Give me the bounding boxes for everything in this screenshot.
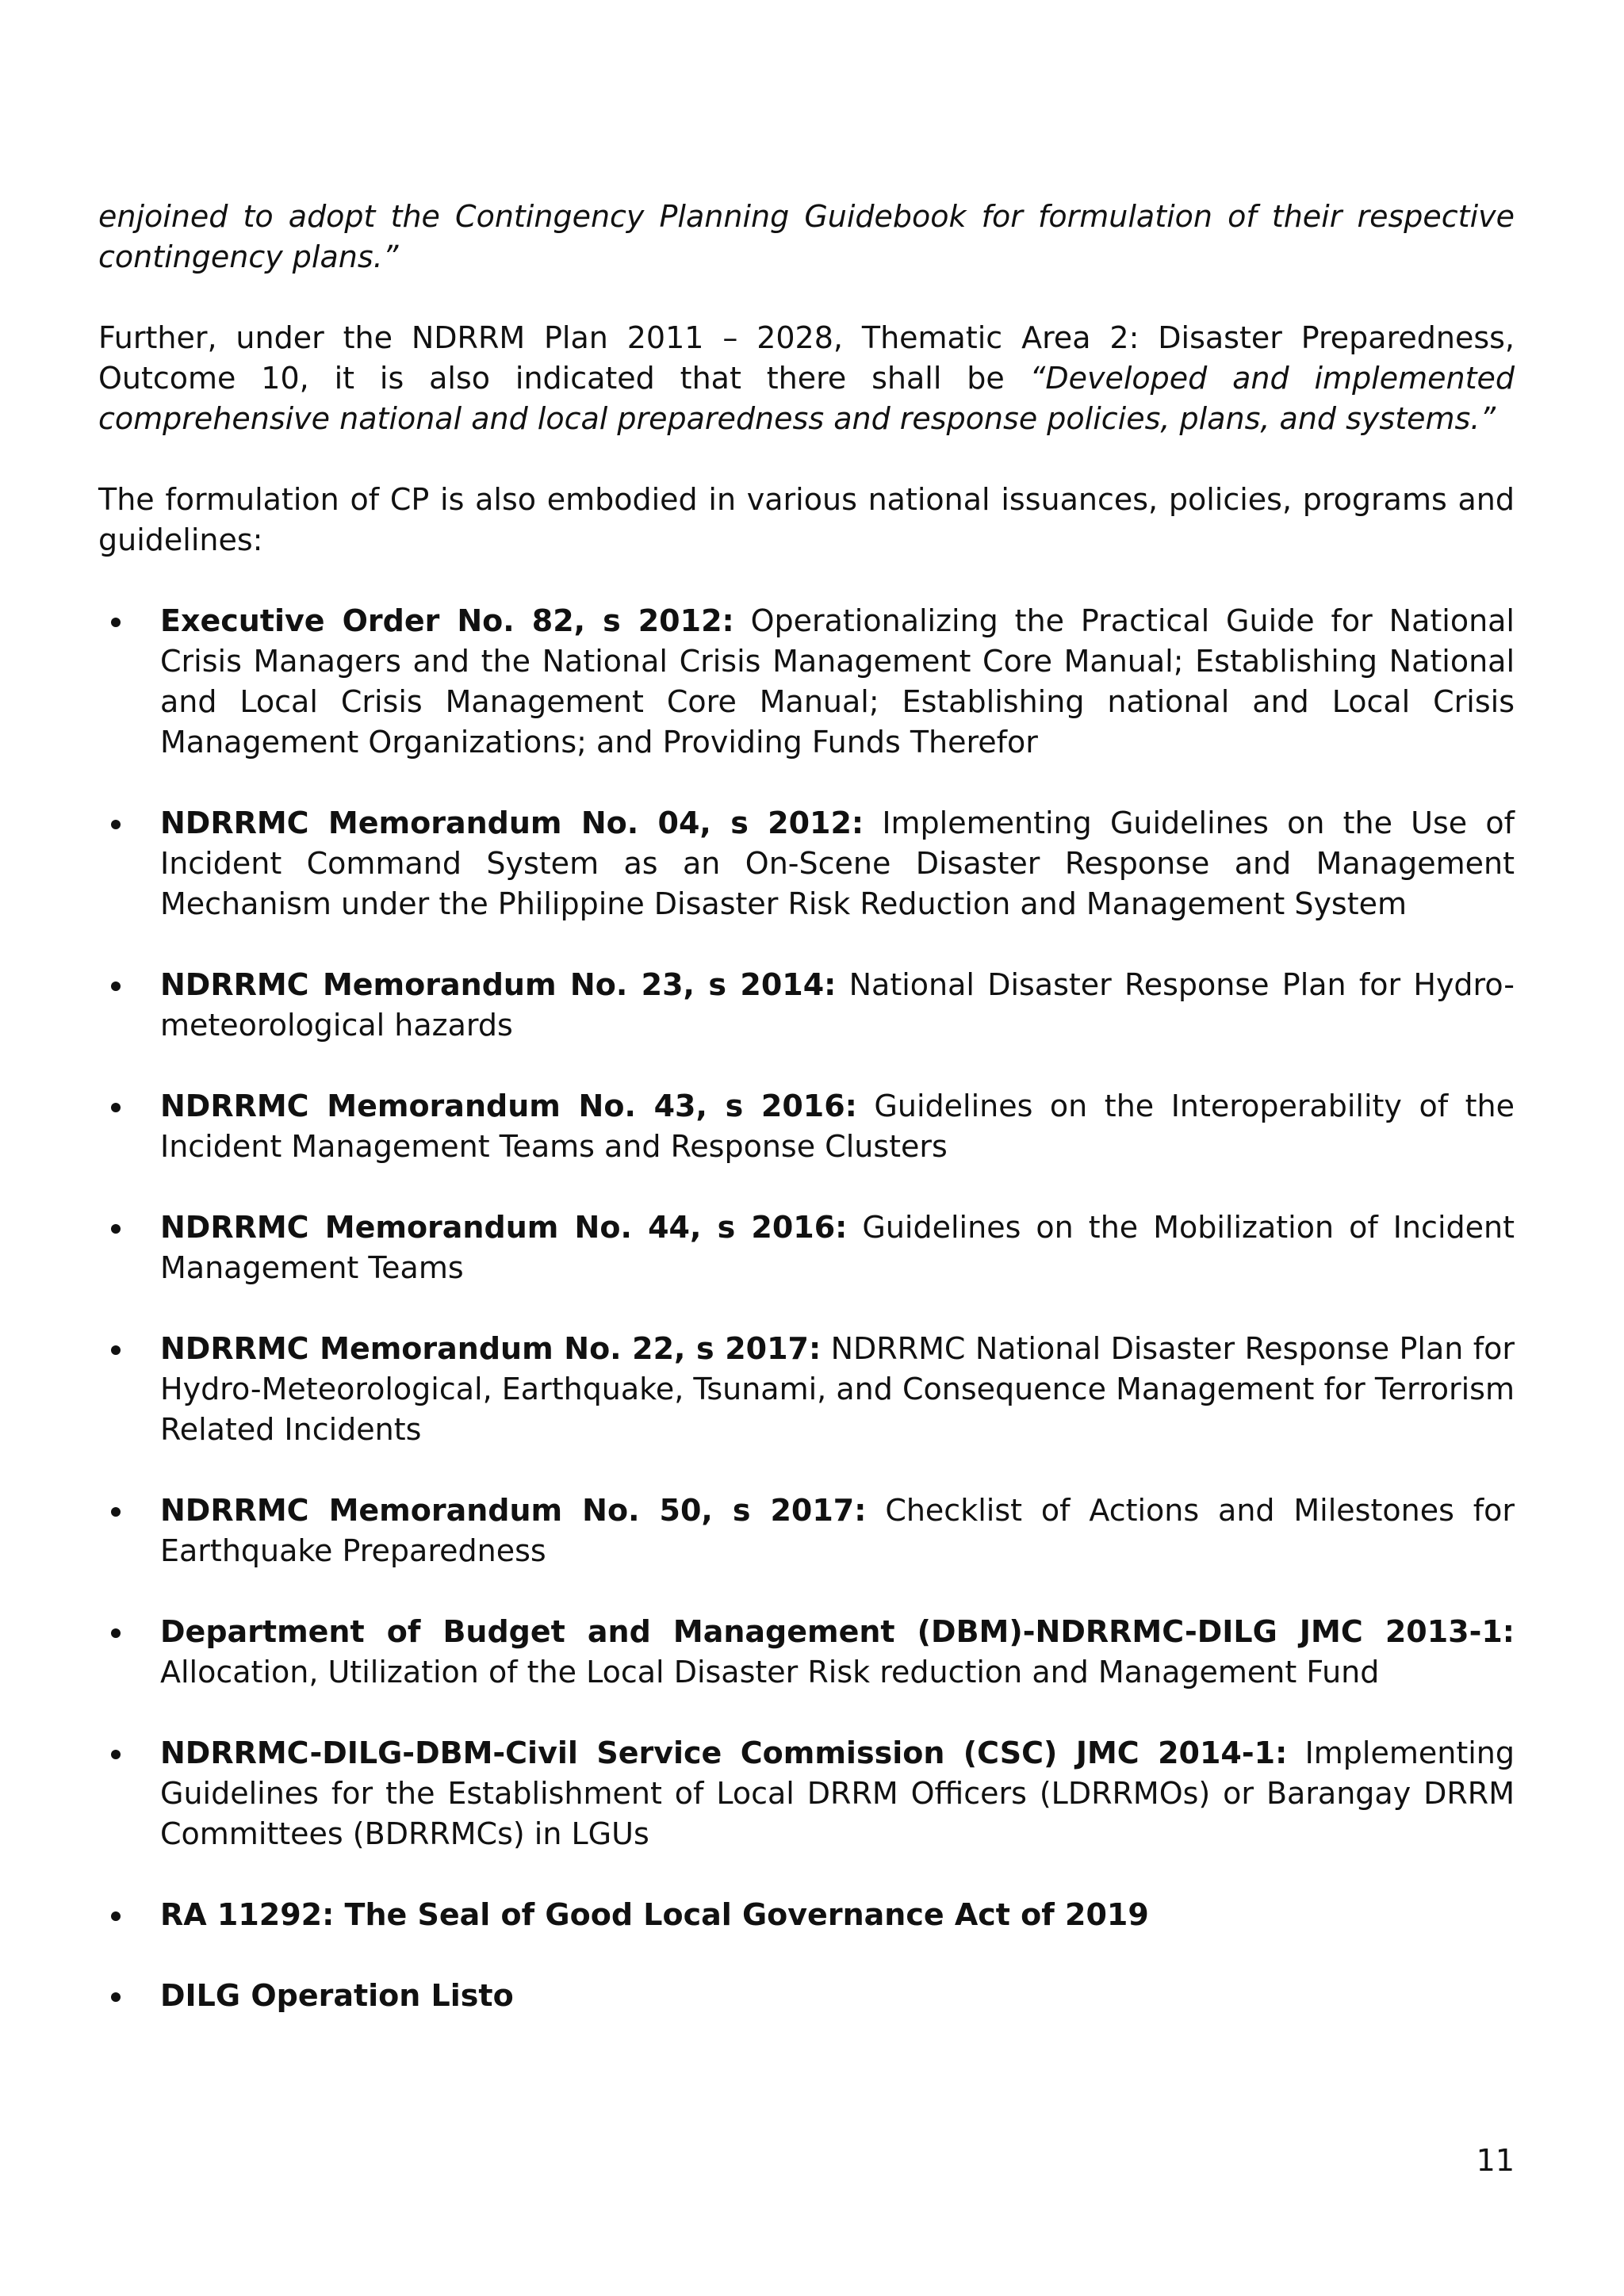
list-item-desc: Operationalizing the Practical Guide for National Crisis Managers and the National Crisis Management Core Manual; Establishing National and Local Crisis Management Core Manual; Establishing national and Local Crisis Management Organizations; and Providing Funds Therefor	[160, 603, 1515, 760]
list-item-title: RA 11292: The Seal of Good Local Governance Act of 2019	[160, 1897, 1149, 1932]
paragraph-ndrrm-plan-quote: “Developed and implemented comprehensive national and local preparedness and response policies, plans, and systems.”	[98, 361, 1515, 436]
list-item-title: Executive Order No. 82, s 2012:	[160, 603, 734, 638]
list-item-title: NDRRMC-DILG-DBM-Civil Service Commission (CSC) JMC 2014-1:	[160, 1735, 1288, 1770]
list-item	[98, 601, 1515, 763]
list-item-title: NDRRMC Memorandum No. 44, s 2016:	[160, 1210, 848, 1245]
bullet-icon	[111, 1103, 121, 1112]
list-item	[98, 1329, 1515, 1450]
list-item-title: NDRRMC Memorandum No. 22, s 2017:	[160, 1331, 822, 1366]
list-item-title: NDRRMC Memorandum No. 50, s 2017:	[160, 1493, 867, 1528]
bullet-icon	[111, 1992, 121, 2002]
list-item-desc: Guidelines on the Mobilization of Incident Management Teams	[160, 1210, 1515, 1285]
paragraph-ndrrm-plan	[98, 318, 1515, 439]
list-item	[98, 1490, 1515, 1571]
list-item	[98, 1733, 1515, 1854]
bullet-icon	[111, 1345, 121, 1355]
document-page	[98, 197, 1515, 2016]
paragraph-cp-formulation: The formulation of CP is also embodied in various national issuances, policies, programs and guidelines:	[98, 482, 1515, 557]
bullet-icon	[111, 1224, 121, 1234]
intro-quote: enjoined to adopt the Contingency Planning Guidebook for formulation of their respective contingency plans.”	[98, 199, 1515, 274]
list-item-desc: Checklist of Actions and Milestones for Earthquake Preparedness	[160, 1493, 1515, 1568]
list-item-desc: Implementing Guidelines for the Establishment of Local DRRM Officers (LDRRMOs) or Barangay DRRM Committees (BDRRMCs) in LGUs	[160, 1735, 1515, 1851]
list-item-desc: Guidelines on the Interoperability of the Incident Management Teams and Response Clusters	[160, 1089, 1515, 1164]
list-item-title: NDRRMC Memorandum No. 23, s 2014:	[160, 967, 837, 1002]
paragraph-ndrrm-plan-lead: Further, under the NDRRM Plan 2011 – 2028, Thematic Area 2: Disaster Preparedness, Outcome 10, it is also indicated that there shall be	[98, 320, 1515, 396]
page-number: 11	[1476, 2143, 1515, 2178]
bullet-icon	[111, 1507, 121, 1517]
bullet-icon	[111, 1911, 121, 1921]
list-item	[98, 1086, 1515, 1167]
list-item	[98, 1612, 1515, 1693]
list-item	[98, 965, 1515, 1046]
issuances-list	[98, 601, 1515, 2016]
bullet-icon	[111, 1628, 121, 1638]
list-item-desc: National Disaster Response Plan for Hydro-meteorological hazards	[160, 967, 1515, 1043]
list-item	[98, 1895, 1515, 1935]
list-item	[98, 1207, 1515, 1288]
list-item-desc: Implementing Guidelines on the Use of Incident Command System as an On-Scene Disaster Response and Management Mechanism under the Philippine Disaster Risk Reduction and Management System	[160, 806, 1515, 921]
bullet-icon	[111, 1750, 121, 1759]
bullet-icon	[111, 618, 121, 627]
list-item-title: NDRRMC Memorandum No. 43, s 2016:	[160, 1089, 857, 1123]
list-item-desc: Allocation, Utilization of the Local Disaster Risk reduction and Management Fund	[160, 1655, 1380, 1689]
list-item-title: DILG Operation Listo	[160, 1978, 514, 2013]
list-item	[98, 1976, 1515, 2016]
bullet-icon	[111, 982, 121, 991]
list-item-title: NDRRMC Memorandum No. 04, s 2012:	[160, 806, 864, 840]
list-item	[98, 803, 1515, 924]
list-item-desc: NDRRMC National Disaster Response Plan for Hydro-Meteorological, Earthquake, Tsunami, and Consequence Management for Terrorism Related Incidents	[160, 1331, 1515, 1447]
bullet-icon	[111, 820, 121, 829]
list-item-title: Department of Budget and Management (DBM)-NDRRMC-DILG JMC 2013-1:	[160, 1614, 1515, 1649]
